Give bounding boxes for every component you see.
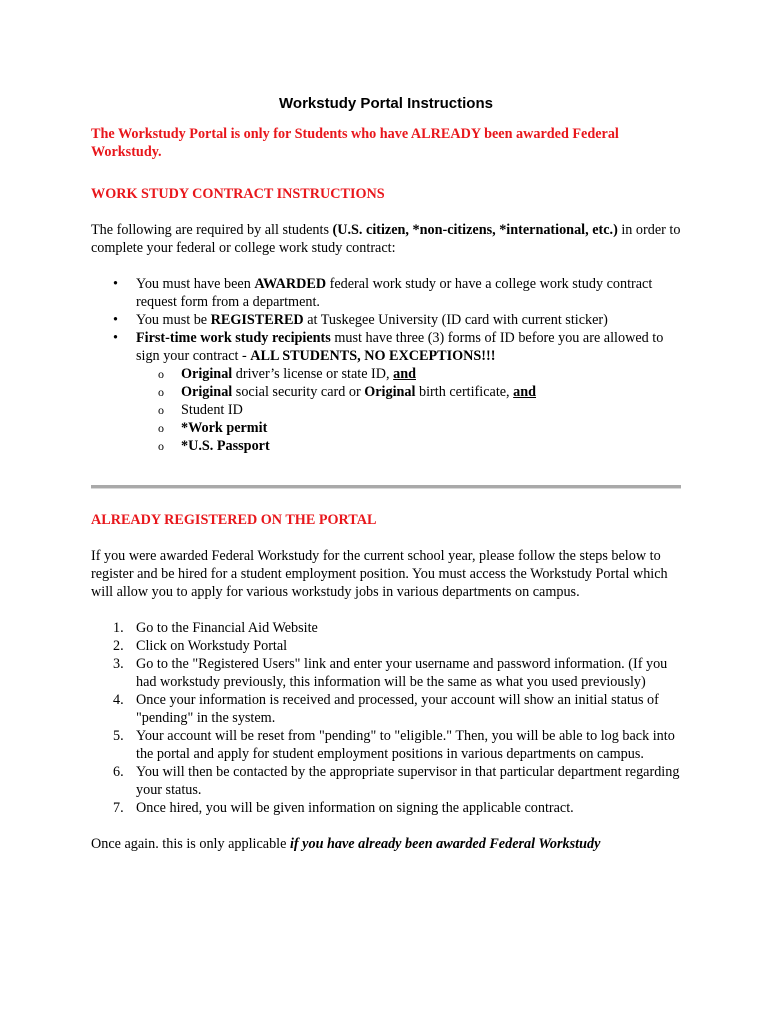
registration-steps — [91, 619, 681, 817]
requirement-registered — [91, 311, 681, 329]
requirement-no-exceptions: ALL STUDENTS, NO EXCEPTIONS!!! — [250, 348, 496, 364]
closing-note-text: Once again. this is only applicable — [91, 836, 290, 852]
id-item-conjunction: and — [513, 384, 537, 400]
step-number: 3. — [113, 656, 124, 672]
step-text: Once hired, you will be given information on signing the applicable contract. — [136, 800, 574, 816]
requirements-list — [91, 275, 681, 455]
requirement-text: You must be — [136, 312, 211, 328]
requirement-emphasis: AWARDED — [254, 276, 327, 292]
id-item-emphasis: Original — [181, 384, 233, 400]
registered-section-heading: ALREADY REGISTERED ON THE PORTAL — [91, 512, 377, 528]
step-item — [91, 637, 681, 655]
step-number: 6. — [113, 764, 124, 780]
contract-section-heading: WORK STUDY CONTRACT INSTRUCTIONS — [91, 186, 385, 202]
closing-note-emphasis: if you have already been awarded Federal Workstudy — [289, 836, 601, 852]
requirement-awarded — [91, 275, 681, 311]
closing-note — [91, 835, 681, 853]
id-item-emphasis: *U.S. Passport — [181, 438, 270, 454]
step-item — [91, 655, 681, 691]
id-item-social-security — [136, 383, 681, 401]
id-item-emphasis: *Work permit — [181, 420, 268, 436]
id-item-conjunction: and — [393, 366, 416, 382]
requirement-text: must have three (3) forms of ID before you are allowed to sign your contract - — [136, 330, 664, 364]
contract-intro — [91, 221, 681, 257]
step-number: 7. — [113, 800, 124, 816]
requirement-first-time-id — [91, 329, 681, 455]
step-number: 4. — [113, 692, 124, 708]
step-text: Go to the "Registered Users" link and enter your username and password information. (If you had workstudy previously, this information will be the same as what you used previously) — [136, 656, 668, 690]
document-body — [91, 94, 681, 853]
requirement-emphasis: First-time work study recipients — [136, 330, 331, 346]
registered-intro: If you were awarded Federal Workstudy for the current school year, please follow the steps below to register and be hired for a student employment position. You must access the Workstudy Portal which will allow you to apply for various workstudy jobs in various departments on campus. — [91, 548, 668, 600]
id-item-student-id — [136, 401, 681, 419]
id-item-work-permit — [136, 419, 681, 437]
step-text: Go to the Financial Aid Website — [136, 620, 318, 636]
id-item-text: driver’s license or state ID, — [232, 366, 394, 382]
id-item-drivers-license — [136, 365, 681, 383]
requirement-text: You must have been — [136, 276, 255, 292]
step-number: 5. — [113, 728, 124, 744]
requirement-text-end: federal work study or have a college work study contract request form from a department. — [136, 276, 653, 310]
step-number: 2. — [113, 638, 124, 654]
id-item-text: social security card or — [232, 384, 365, 400]
step-number: 1. — [113, 620, 124, 636]
id-item-emphasis: Original — [181, 366, 233, 382]
id-forms-list — [136, 365, 681, 455]
step-item — [91, 763, 681, 799]
contract-intro-text: The following are required by all students — [91, 222, 333, 238]
requirement-emphasis: REGISTERED — [210, 312, 304, 328]
step-item — [91, 799, 681, 817]
step-text: Click on Workstudy Portal — [136, 638, 288, 654]
step-text: You will then be contacted by the appropriate supervisor in that particular department regarding your status. — [136, 764, 680, 798]
step-item — [91, 691, 681, 727]
section-divider — [91, 485, 681, 489]
contract-intro-text-end: in order to complete your federal or college work study contract: — [91, 222, 681, 256]
eligibility-notice: The Workstudy Portal is only for Students who have ALREADY been awarded Federal Workstudy. — [91, 126, 619, 160]
id-item-text: Student ID — [181, 402, 243, 418]
step-item — [91, 727, 681, 763]
contract-intro-student-types: (U.S. citizen, *non-citizens, *international, etc.) — [332, 222, 618, 238]
id-item-passport — [136, 437, 681, 455]
id-item-text-2: birth certificate, — [415, 384, 514, 400]
step-item — [91, 619, 681, 637]
page-title: Workstudy Portal Instructions — [279, 95, 493, 112]
step-text: Your account will be reset from "pending" to "eligible." Then, you will be able to log back into the portal and apply for student employment positions in various departments on campus. — [136, 728, 675, 762]
id-item-emphasis-2: Original — [364, 384, 416, 400]
step-text: Once your information is received and processed, your account will show an initial status of "pending" in the system. — [136, 692, 659, 726]
requirement-text-end: at Tuskegee University (ID card with current sticker) — [303, 312, 608, 328]
